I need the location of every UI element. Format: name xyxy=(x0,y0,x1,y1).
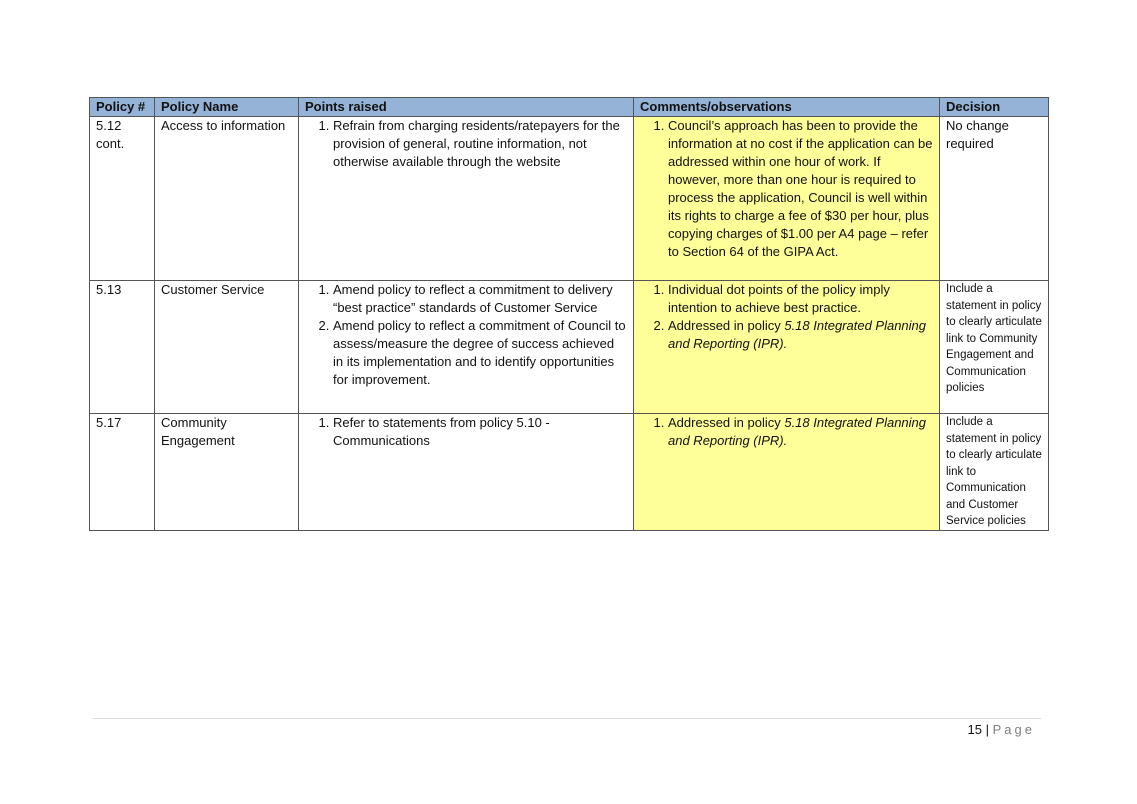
comment-text: Addressed in policy xyxy=(668,318,785,333)
header-decision: Decision xyxy=(940,98,1049,117)
comments-cell xyxy=(634,414,940,531)
comments-cell xyxy=(634,117,940,281)
page-footer xyxy=(968,722,1035,738)
header-policy-number: Policy # xyxy=(90,98,155,117)
page-separator: | xyxy=(985,722,989,737)
list-item xyxy=(668,117,933,261)
list-item xyxy=(668,414,933,450)
policy-number-cell: 5.12 cont. xyxy=(90,117,155,281)
policy-review-table xyxy=(89,97,1049,531)
policy-name-cell: Customer Service xyxy=(155,281,299,414)
list-item: 1. Refrain from charging residents/ratepayers for the provision of general, routine information, not otherwise available through the website xyxy=(333,117,627,171)
list-item: 2. Amend policy to reflect a commitment of Council to assess/measure the degree of success achieved in its implementation and to identify opportunities for improvement. xyxy=(333,317,627,389)
page-number: 15 xyxy=(967,722,982,737)
footer-divider xyxy=(93,718,1041,719)
comment-italic-text: 5.18 Integrated Planning and Reporting (IPR). xyxy=(668,318,927,351)
list-item: 1. Amend policy to reflect a commitment to delivery “best practice” standards of Customer Service xyxy=(333,281,627,317)
points-list xyxy=(305,117,627,171)
table-row xyxy=(90,117,1049,281)
page-label: Page xyxy=(992,722,1035,737)
header-policy-name: Policy Name xyxy=(155,98,299,117)
comment-italic-text: 5.18 Integrated Planning and Reporting (IPR). xyxy=(668,415,927,448)
policy-number-cell: 5.13 xyxy=(90,281,155,414)
comment-text: Council’s approach has been to provide the information at no cost if the application can be addressed within one hour of work. If however, more than one hour is required to process the application, Council is well within its rights to charge a fee of $30 per hour, plus copying charges of $1.00 per A4 page – refer to Section 64 of the GIPA Act. xyxy=(668,118,933,259)
points-raised-cell xyxy=(299,281,634,414)
policy-name-cell: Access to information xyxy=(155,117,299,281)
decision-cell: Include a statement in policy to clearly articulate link to Communication and Customer Service policies xyxy=(940,414,1049,531)
comments-list xyxy=(640,117,933,261)
comments-cell xyxy=(634,281,940,414)
comment-text: Addressed in policy xyxy=(668,415,785,430)
decision-cell: No change required xyxy=(940,117,1049,281)
policy-number-cell: 5.17 xyxy=(90,414,155,531)
points-raised-cell xyxy=(299,117,634,281)
comments-list xyxy=(640,281,933,353)
header-comments-observations: Comments/observations xyxy=(634,98,940,117)
header-points-raised: Points raised xyxy=(299,98,634,117)
table-row xyxy=(90,281,1049,414)
points-raised-cell xyxy=(299,414,634,531)
table-row xyxy=(90,414,1049,531)
points-list xyxy=(305,281,627,389)
comment-text: Individual dot points of the policy imply intention to achieve best practice. xyxy=(668,282,890,315)
comments-list xyxy=(640,414,933,450)
list-item xyxy=(668,317,933,353)
table-header-row xyxy=(90,98,1049,117)
points-list xyxy=(305,414,627,450)
policy-name-cell: Community Engagement xyxy=(155,414,299,531)
list-item xyxy=(668,281,933,317)
decision-cell: Include a statement in policy to clearly articulate link to Community Engagement and Communication policies xyxy=(940,281,1049,414)
list-item: 1. Refer to statements from policy 5.10 - Communications xyxy=(333,414,627,450)
